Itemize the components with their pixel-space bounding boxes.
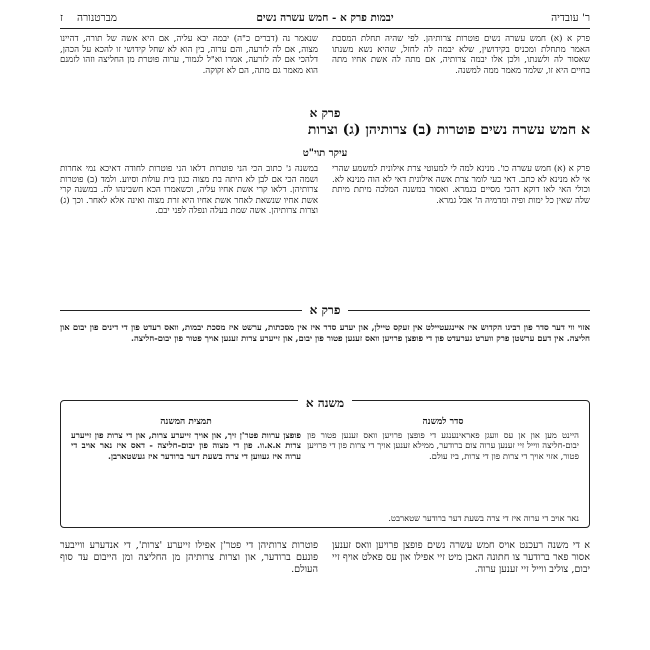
header-title: יבמות פרק א - חמש עשרה נשים (256, 12, 394, 24)
mishna-box-right-column (307, 417, 579, 461)
ornament-line-left (60, 310, 302, 311)
bartenura-left-column (60, 34, 318, 104)
mishna-box-title-wrap (61, 392, 589, 411)
page-number: ז (60, 12, 63, 24)
ikar-right-text: פרק א (א) חמש עשרה כו'. מנינא למה לי למעוטי צרת אילונית למשמע שהרי אי לא מנינא לא כתב. דאי בעי לומר צרת אשה אילונית דאי לא הוה מנינא לא. וכולי האי לאו דוקא דהכי מסיים בגמרא. ואסור במשנה המלכה מיתת מיתת שלה שאין כל ימות ופיה ומדמיה ה' אבל גמרא. (332, 164, 590, 206)
bottom-right-column (332, 540, 590, 644)
mishna-box (60, 396, 590, 528)
header-right: ר' עובדיה (551, 12, 590, 24)
mishna-box-left-column (71, 417, 301, 461)
mishna-box-left-heading: תמצית המשנה (160, 417, 212, 427)
mishna-box-left-text: פופצן ערוות פטר'ן זיך, און אויך זייערע צרות, און די צרות פון זייערע צרות א.א.וו. פון די מצוה פון יבום-חליצה - דאס איז נאר אויב די ערוה איז געווען די צרה בשעת דער ברודער איז געשטארבן. (71, 429, 301, 461)
ikar-left-text: במשנה ג' כתוב הכי הני פוטרות דלאו הני פוטרות לחודה דאיכא נמי אחרות ושמה הכי אם לבן לא היתה בת מצוה כגון בית עולות וסיוע. ולמד (ב) פוטרות צרותיהן. דלאו קרי אשת אחיו עליה, וכשאמרו הכא חשבינהו לה. במשנה קרי אשת אחיו שנשאת לאחר אשת אחיו היא זרת מצוה ואינה אלא לאחר. וכך (ג) וצרות צרותיהן. אשה שמת בעלה ונפלה לפני יבם. (60, 164, 318, 217)
bartenura-right-column (332, 34, 590, 104)
bartenura-left-text: שנאמר נה (דברים כ"ה) יבמה יבא עליה, אם היא אשה של תורה, דהיינו מצוה, אם לה לזרעה, והם ערוה, בין הוא לא שחל קידושי זו להכא על הכהן, דלהכי אם לה לזרעה, אמרו וא"ל לגמור, ערוה פוטרת מן החליצה וזהו לזמנם הוא מאמר גם מתה, הם לא זקוקה. (60, 34, 318, 76)
perek-ornament-title: פרק א (309, 302, 341, 317)
mishna-opening-line: א חמש עשרה נשים פוטרות (ב) צרותיהן (ג) וצרות (307, 122, 590, 138)
mishna-box-footer: נאר אויב די ערוה איז די צרה בשעת דער ברודער שטארבט. (388, 513, 579, 523)
ornament-line-right (348, 310, 590, 311)
header-left: מברטנורה (76, 12, 118, 24)
header-left-group (60, 12, 117, 24)
mishna-box-right-heading: סדר למשנה (422, 417, 464, 427)
ikar-title: עיקר תוי"ט (302, 148, 348, 159)
yiddish-intro: אזוי ווי דער סדר פון רבינו הקדוש איז איינגעטיילט אין זעקס טיילן, און יעדע סדר איז אין מסכתות, ערשט איז מסכת יבמות, וואס רעדט פון די דינים פון יבום און חליצה. אין דעם ערשטן פרק ווערט גערעדט פון די פופצן פרויען וואס זענען פטור פון יבום, און זייערע צרות זענען אויך פטור פון יבום-חליצה. (60, 322, 590, 343)
mishna-box-right-text: היינט מען און אן עס וועגן פאראינענגע די פופצן פרויען וואס זענען פטור פון יבום-חליצה ווייל זיי זענען ערוה צום ברודער, ממילא זענען אויך די צרות פון די פרויען פטור, אזוי אויך די צרות פון די צרות, ביז עולם. (307, 429, 579, 461)
bottom-left-column (60, 540, 318, 644)
perek-title: פרק א (309, 106, 341, 120)
bottom-right-text: א די משנה רעכנט אויס חמש עשרה נשים פופצן פרויען וואס זענען אסור פאר ברודער צו חתונה האבן מיט זיי אפילו און עס פאלט אויף זיי יבום, צוליב ווייל זיי זענען ערוה. (332, 540, 590, 576)
bottom-left-text: פוטרות צרותיהן די פטר'ן אפילו זייערע 'צרות', די אנדערע ווייבער פונעם ברודער, און וצרות צרותיהן מן החליצה ומן הייבום עד סוף העולם. (60, 540, 318, 576)
running-header (60, 10, 590, 29)
perek-ornament (60, 301, 590, 319)
bartenura-right-text: פרק א (א) חמש עשרה נשים פוטרות צרותיהן. לפי שהיה תחלת המסכת האמר מתחלת ומכניס בקידושין, שלא יבמה לה לחזל, שהיא נשא משנתו שאסור לה ולשנתו, ולכן אלו יבמה צרותיה, אם מתה לה אשת אחיו מתה בחיים היא זו, שלמד מאמר ממה למשנה. (332, 34, 590, 76)
mishna-box-title: משנה א (298, 396, 352, 410)
ikar-right-column (332, 164, 590, 290)
ikar-left-column (60, 164, 318, 290)
